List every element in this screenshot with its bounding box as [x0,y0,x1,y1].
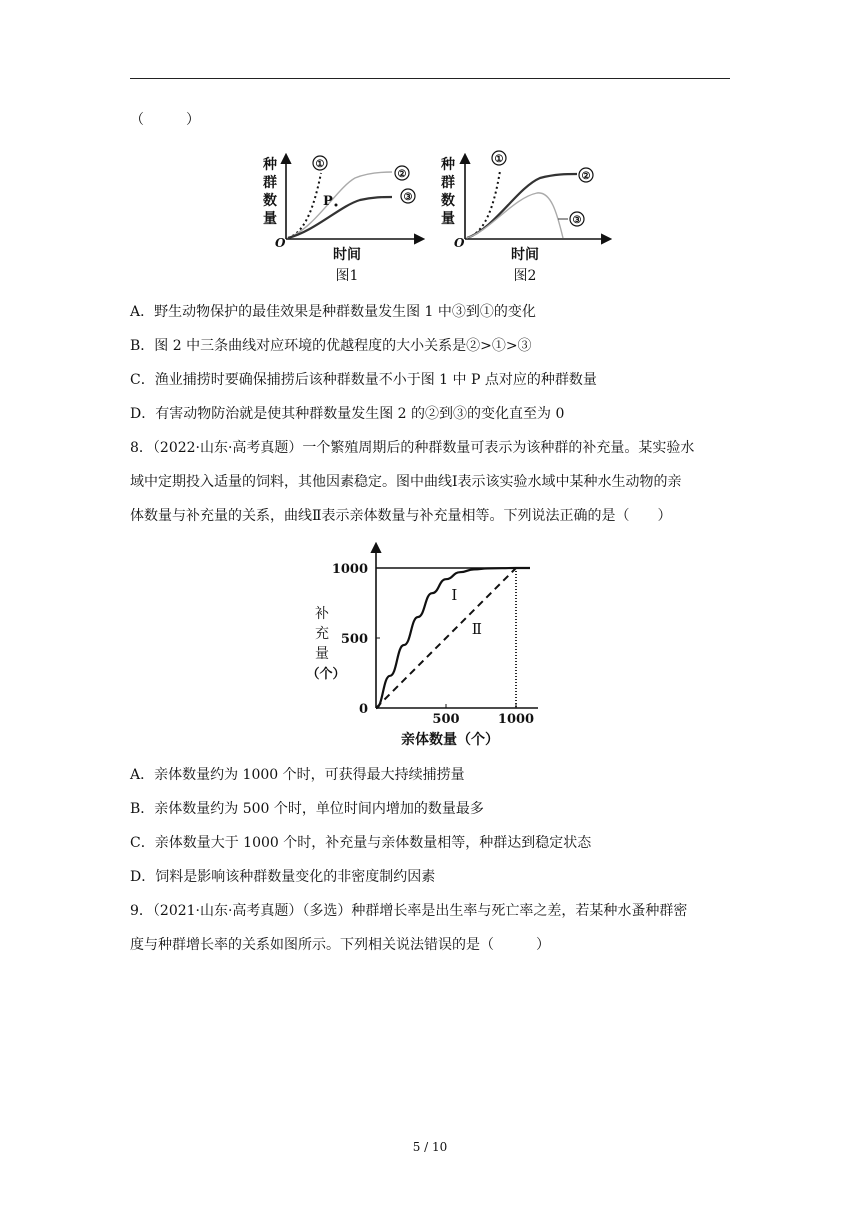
fig1-caption: 图1 [335,268,359,284]
fig2-xlabel: 时间 [511,247,539,263]
fig1-panel [262,155,423,284]
fig2-panel [440,151,610,284]
q8-chart [300,538,550,753]
fig1-ylabel-char: 群 [263,175,277,191]
fig1-xlabel: 时间 [333,247,361,263]
q9-stem-line: 度与种群增长率的关系如图所示。下列相关说法错误的是（ ） [130,937,550,953]
q7-option-d: D．有害动物防治就是使其种群数量发生图 2 的②到③的变化直至为 0 [130,406,565,422]
q8-y-tick-label: 1000 [331,562,368,577]
fig2-curve-3 [467,193,563,238]
fig1-label-2: ② [397,169,407,180]
q9-stem-line: 9．（2021·山东·高考真题）（多选）种群增长率是出生率与死亡率之差，若某种水蚤种群密 [130,903,688,919]
fig1-label-1: ① [315,159,325,170]
fig1-curve-3 [288,197,392,238]
q7-option-b: B．图 2 中三条曲线对应环境的优越程度的大小关系是②>①>③ [130,338,532,354]
q8-y-tick-label: 500 [340,632,368,647]
page-number: 5 / 10 [412,1140,448,1154]
fig2-ylabel-char: 群 [441,175,455,191]
header-rule [130,78,730,79]
q8-option-d: D．饲料是影响该种群数量变化的非密度制约因素 [130,869,436,885]
q8-series-label-I: Ⅰ [451,586,458,605]
q7-option-c: C．渔业捕捞时要确保捕捞后该种群数量不小于图 1 中 P 点对应的种群数量 [130,372,597,388]
q7-figure [255,143,615,288]
q8-xlabel: 亲体数量（个） [401,732,499,748]
q8-stem-line: 体数量与补充量的关系，曲线Ⅱ表示亲体数量与补充量相等。下列说法正确的是（ ） [130,508,672,524]
q8-x-tick-label: 1000 [497,712,535,727]
q8-option-b: B．亲体数量约为 500 个时，单位时间内增加的数量最多 [130,801,484,817]
fig1-ylabel-char: 种 [263,157,277,173]
fig1-ylabel-char: 量 [263,211,277,227]
q8-plot-layer [332,562,534,727]
q8-ylabel-line: 补 [315,606,329,622]
fig2-origin: O [454,236,465,250]
fig2-label-2: ② [581,171,591,182]
q8-option-a: A．亲体数量约为 1000 个时，可获得最大持续捕捞量 [130,767,465,783]
q8-y-tick-label: 0 [358,702,368,717]
fig2-ylabel-char: 数 [441,193,455,209]
fig1-point-p-dot [335,204,338,207]
fig2-caption: 图2 [513,268,537,284]
q8-x-tick-label: 500 [432,712,460,727]
fig1-origin: O [275,236,286,250]
q7-option-a: A．野生动物保护的最佳效果是种群数量发生图 1 中③到①的变化 [130,304,536,320]
fig1-curve-2 [288,172,392,238]
fig1-ylabel-char: 数 [263,193,277,209]
fig2-ylabel-char: 量 [441,211,455,227]
fig2-label-1: ① [494,154,504,165]
q8-series-2-line [376,568,516,708]
fig2-label-3: ③ [572,215,582,226]
fig1-point-p: P [323,194,333,209]
q7-answer-blank: （ ） [130,112,200,128]
q8-stem-line: 域中定期投入适量的饲料，其他因素稳定。图中曲线Ⅰ表示该实验水域中某种水生动物的亲 [130,474,682,490]
fig2-ylabel-char: 种 [441,157,455,173]
q8-ylabel-line: 量 [315,646,329,662]
q8-option-c: C．亲体数量大于 1000 个时，补充量与亲体数量相等，种群达到稳定状态 [130,835,592,851]
q8-ylabel-line: 充 [315,626,329,642]
q8-series-label-II: Ⅱ [471,619,482,638]
fig1-label-3: ③ [403,192,413,203]
q8-ylabel-line: （个） [306,667,346,682]
q8-stem-line: 8．（2022·山东·高考真题）一个繁殖周期后的种群数量可表示为该种群的补充量。某实验水 [130,440,695,456]
